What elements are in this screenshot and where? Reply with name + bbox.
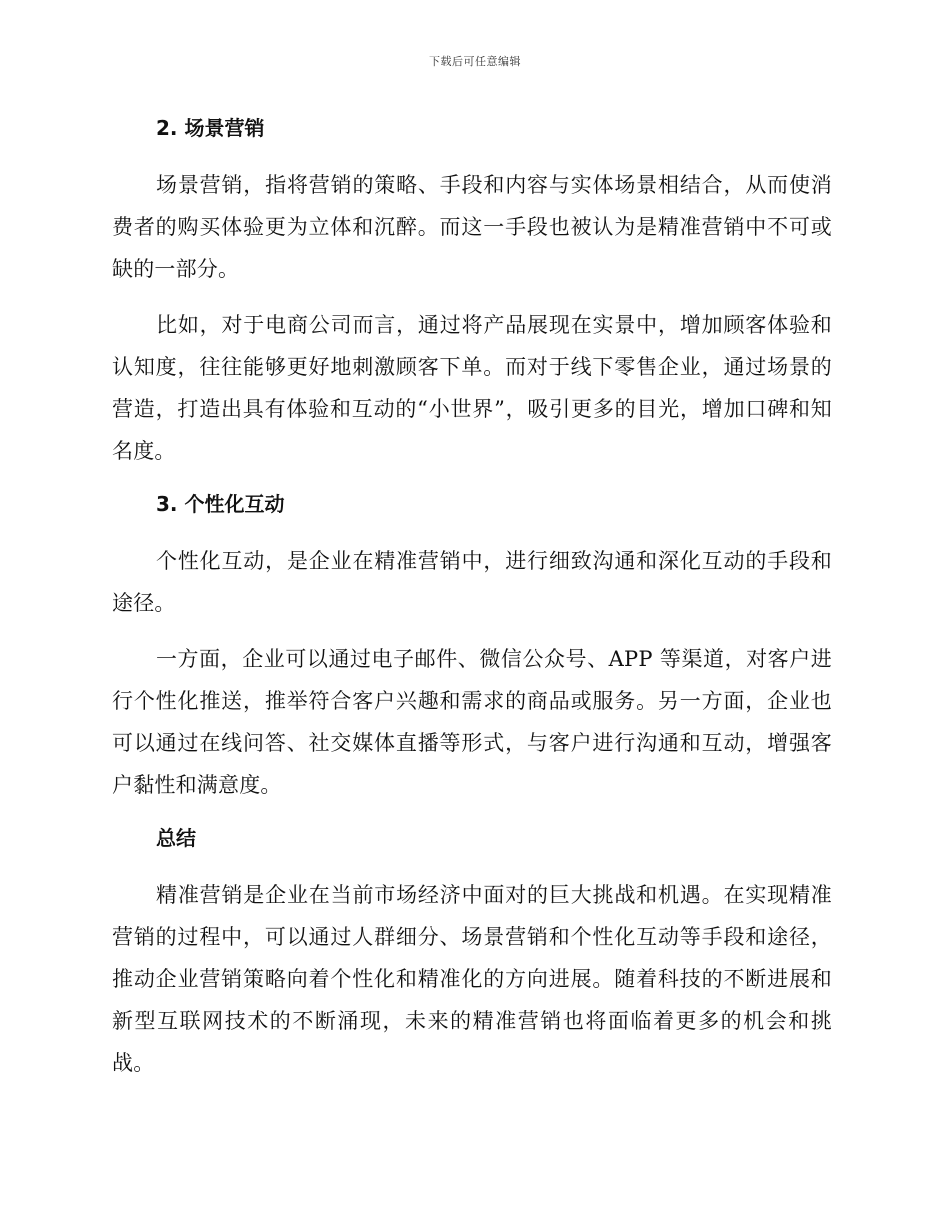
paragraph: 比如，对于电商公司而言，通过将产品展现在实景中，增加顾客体验和认知度，往往能够更好地刺激顾客下单。而对于线下零售企业，通过场景的营造，打造出具有体验和互动的“小世界”，吸引更多的目光，增加口碑和知名度。 bbox=[112, 313, 832, 463]
paragraph: 个性化互动，是企业在精准营销中，进行细致沟通和深化互动的手段和途径。 bbox=[112, 549, 832, 615]
page-header: 下载后可任意编辑 bbox=[429, 55, 521, 68]
section-scene-marketing bbox=[112, 110, 832, 472]
section-personalized-interaction bbox=[112, 486, 832, 806]
document-body bbox=[112, 110, 832, 1098]
section-summary bbox=[112, 820, 832, 1084]
paragraph: 精准营销是企业在当前市场经济中面对的巨大挑战和机遇。在实现精准营销的过程中，可以通过人群细分、场景营销和个性化互动等手段和途径，推动企业营销策略向着个性化和精准化的方向进展。随着科技的不断进展和新型互联网技术的不断涌现，未来的精准营销也将面临着更多的机会和挑战。 bbox=[112, 883, 832, 1075]
section-heading: 总结 bbox=[156, 826, 196, 850]
section-heading: 2. 场景营销 bbox=[156, 116, 265, 140]
paragraph: 场景营销，指将营销的策略、手段和内容与实体场景相结合，从而使消费者的购买体验更为立体和沉醉。而这一手段也被认为是精准营销中不可或缺的一部分。 bbox=[112, 173, 832, 281]
paragraph: 一方面，企业可以通过电子邮件、微信公众号、APP 等渠道，对客户进行个性化推送，推举符合客户兴趣和需求的商品或服务。另一方面，企业也可以通过在线问答、社交媒体直播等形式，与客户进行沟通和互动，增强客户黏性和满意度。 bbox=[112, 647, 832, 797]
section-heading: 3. 个性化互动 bbox=[156, 492, 285, 516]
